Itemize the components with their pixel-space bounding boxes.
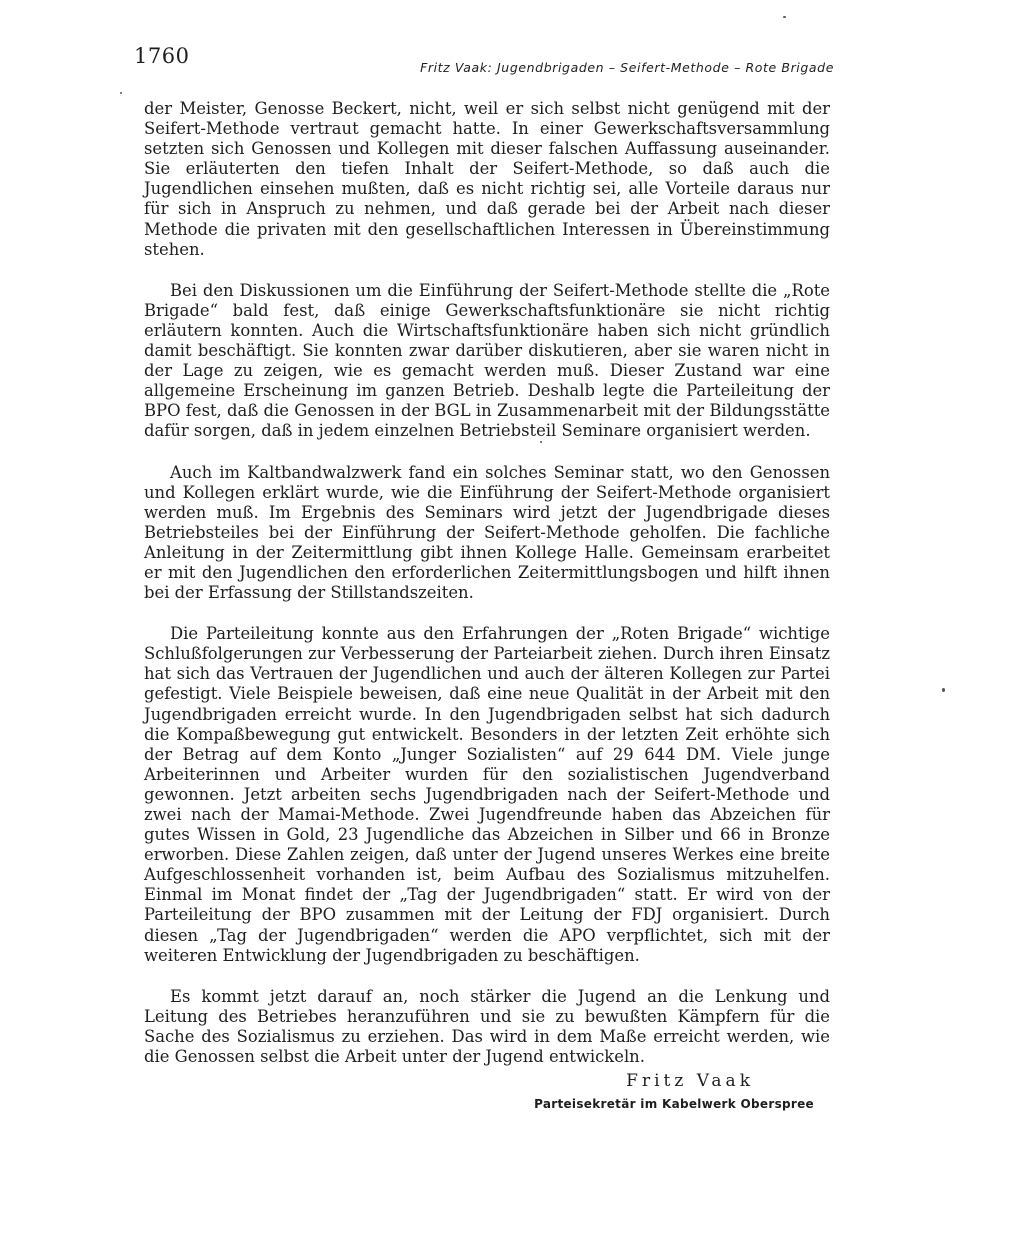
paragraph-2: Bei den Diskussionen um die Einführung der Seifert-Methode stellte die „Rote Brigade“ bald fest, daß einige Gewerkschaftsfunktionäre sie nicht richtig erläutern konnten. Auch die Wirtschaftsfunktionäre haben sich nicht gründlich damit beschäftigt. Sie konnten zwar darüber diskutieren, aber sie waren nicht in der Lage zu zeigen, wie es gemacht werden muß. Dieser Zustand war eine allgemeine Erscheinung im ganzen Betrieb. Deshalb legte die Parteileitung der BPO fest, daß die Genossen in der BGL in Zusammenarbeit mit der Bildungsstätte dafür sorgen, daß in jedem einzelnen Betriebsteil Seminare organisiert werden. xyxy=(144,280,830,441)
scan-speck xyxy=(120,92,122,94)
paragraph-1: der Meister, Genosse Beckert, nicht, weil er sich selbst nicht genügend mit der Seifert-Methode vertraut gemacht hatte. In einer Gewerkschaftsversammlung setzten sich Genossen und Kollegen mit dieser falschen Auffassung auseinander. Sie erläuterten den tiefen Inhalt der Seifert-Methode, so daß auch die Jugendlichen einsehen mußten, daß es nicht richtig sei, alle Vorteile daraus nur für sich in Anspruch zu nehmen, und daß gerade bei der Arbeit nach dieser Methode die privaten mit den gesellschaftlichen Interessen in Übereinstimmung stehen. xyxy=(144,99,830,259)
page-number: 1760 xyxy=(134,44,190,68)
page-header xyxy=(134,44,834,74)
running-head: Fritz Vaak: Jugendbrigaden – Seifert-Methode – Rote Brigade xyxy=(420,60,834,75)
scan-speck xyxy=(540,441,542,443)
scan-speck xyxy=(783,16,786,18)
scan-speck xyxy=(942,688,945,692)
author-title: Parteisekretär im Kabelwerk Oberspree xyxy=(534,1097,814,1111)
author-name: Fritz Vaak xyxy=(626,1071,754,1091)
article-body xyxy=(144,99,830,1088)
paragraph-4: Die Parteileitung konnte aus den Erfahrungen der „Roten Brigade“ wichtige Schlußfolgerungen zur Verbesserung der Parteiarbeit ziehen. Durch ihren Einsatz hat sich das Vertrauen der Jugendlichen und auch der älteren Kollegen zur Partei gefestigt. Viele Beispiele beweisen, daß eine neue Qualität in der Arbeit mit den Jugendbrigaden erreicht wurde. In den Jugendbrigaden selbst hat sich dadurch die Kompaßbewegung gut entwickelt. Besonders in der letzten Zeit erhöhte sich der Betrag auf dem Konto „Junger Sozialisten“ auf 29 644 DM. Viele junge Arbeiterinnen und Arbeiter wurden für den sozialistischen Jugendverband gewonnen. Jetzt arbeiten sechs Jugendbrigaden nach der Seifert-Methode und zwei nach der Mamai-Methode. Zwei Jugendfreunde haben das Abzeichen für gutes Wissen in Gold, 23 Jugendliche das Abzeichen in Silber und 66 in Bronze erworben. Diese Zahlen zeigen, daß unter der Jugend unseres Werkes eine breite Aufgeschlossenheit vorhanden ist, beim Aufbau des Sozialismus mitzuhelfen. Einmal im Monat findet der „Tag der Jugendbrigaden“ statt. Er wird von der Parteileitung der BPO zusammen mit der Leitung der FDJ organisiert. Durch diesen „Tag der Jugendbrigaden“ werden die APO verpflichtet, sich mit der weiteren Entwicklung der Jugendbrigaden zu beschäftigen. xyxy=(144,624,830,965)
paragraph-5: Es kommt jetzt darauf an, noch stärker die Jugend an die Lenkung und Leitung des Betriebes heranzuführen und sie zu bewußten Kämpfern für die Sache des Sozialismus zu erziehen. Das wird in dem Maße erreicht werden, wie die Genossen selbst die Arbeit unter der Jugend entwickeln. xyxy=(144,986,830,1067)
signature-block xyxy=(534,1071,814,1121)
paragraph-3: Auch im Kaltbandwalzwerk fand ein solches Seminar statt, wo den Genossen und Kollegen erklärt wurde, wie die Einführung der Seifert-Methode organisiert werden muß. Im Ergebnis des Seminars wird jetzt der Jugendbrigade dieses Betriebsteiles bei der Einführung der Seifert-Methode geholfen. Die fachliche Anleitung in der Zeitermittlung gibt ihnen Kollege Halle. Gemeinsam erarbeitet er mit den Jugendlichen den erforderlichen Zeitermittlungsbogen und hilft ihnen bei der Erfassung der Stillstandszeiten. xyxy=(144,462,830,603)
